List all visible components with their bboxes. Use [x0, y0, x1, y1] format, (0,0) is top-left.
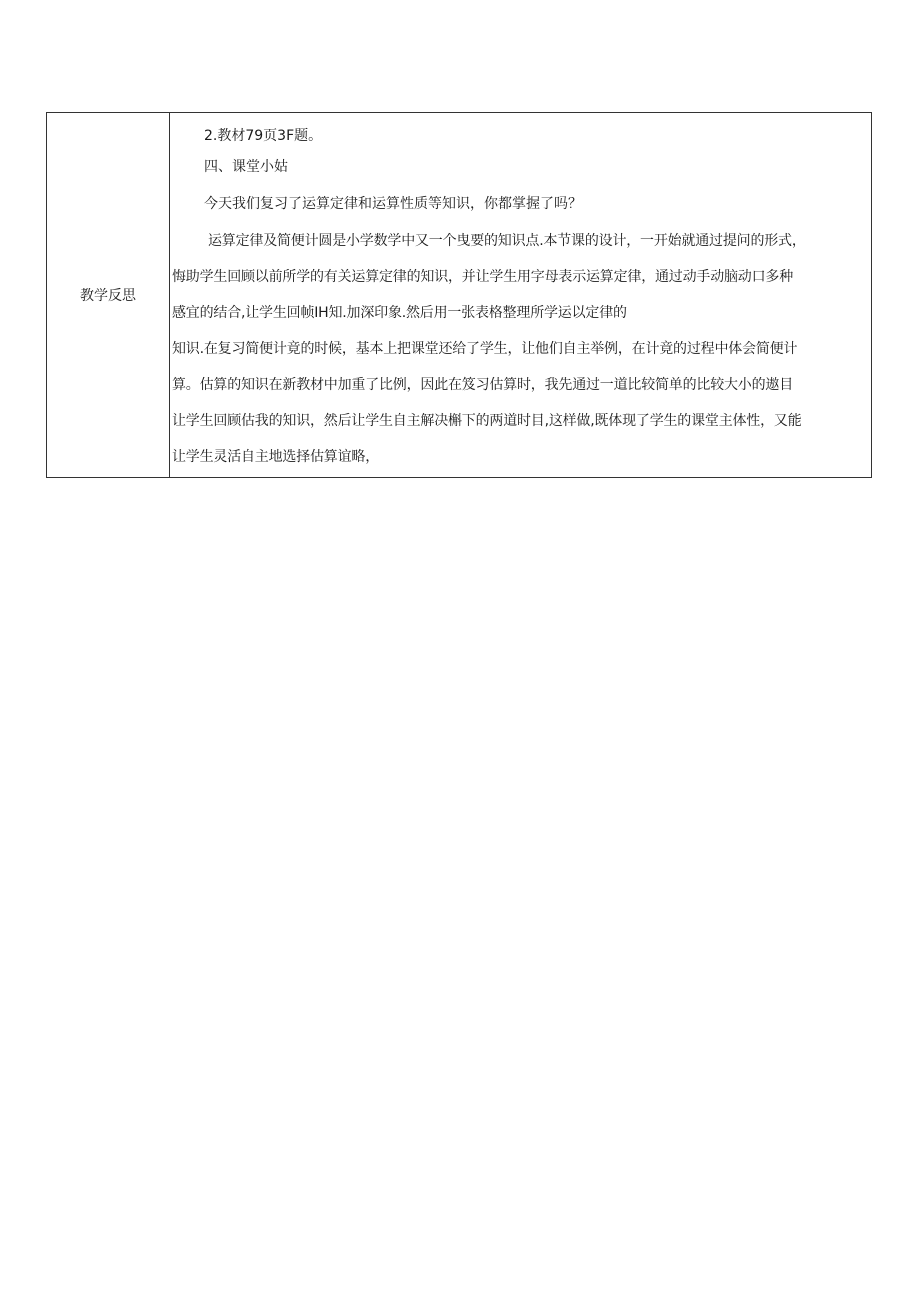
table-row [47, 113, 872, 478]
summary-question: 今天我们复习了运算定律和运算性质等知识，你都掌握了吗？ [204, 196, 582, 212]
reflection-line: 运算定律及简便计圆是小学数学中又一个曳要的知识点.本节课的设计，一开始就通过提问的形式， [208, 233, 806, 249]
reflection-line: 悔助学生回顾以前所学的有关运算定律的知识，并让学生用字母表示运算定律，通过动手动脑动口多种 [172, 269, 793, 285]
lesson-table [46, 112, 872, 478]
reflection-line: 让学生回顾估我的知识，然后让学生自主解决槲下的两道时目,这样做,既体现了学生的课堂主体性，又能 [172, 413, 802, 429]
reflection-line: 让学生灵活自主地选择估算谊略， [172, 449, 379, 465]
exercise-item: 2.教材79页3F题。 [204, 128, 323, 144]
section-heading: 四、课堂小姑 [204, 159, 288, 175]
reflection-line: 知识.在复习简便计竟的时候，基本上把课堂还给了学生，让他们自主举例，在计竟的过程中体会简便计 [172, 341, 798, 357]
content-cell [170, 113, 872, 478]
content-body [170, 113, 871, 475]
reflection-line: 感宜的结合,让学生回帧IH知.加深印象.然后用一张表格整理所学运以定律的 [172, 305, 627, 321]
reflection-line: 算。估算的知识在新教材中加重了比例，因此在笈习估算时，我先通过一道比较简单的比较大小的遨目 [172, 377, 793, 393]
row-label: 教学反思 [47, 113, 170, 478]
